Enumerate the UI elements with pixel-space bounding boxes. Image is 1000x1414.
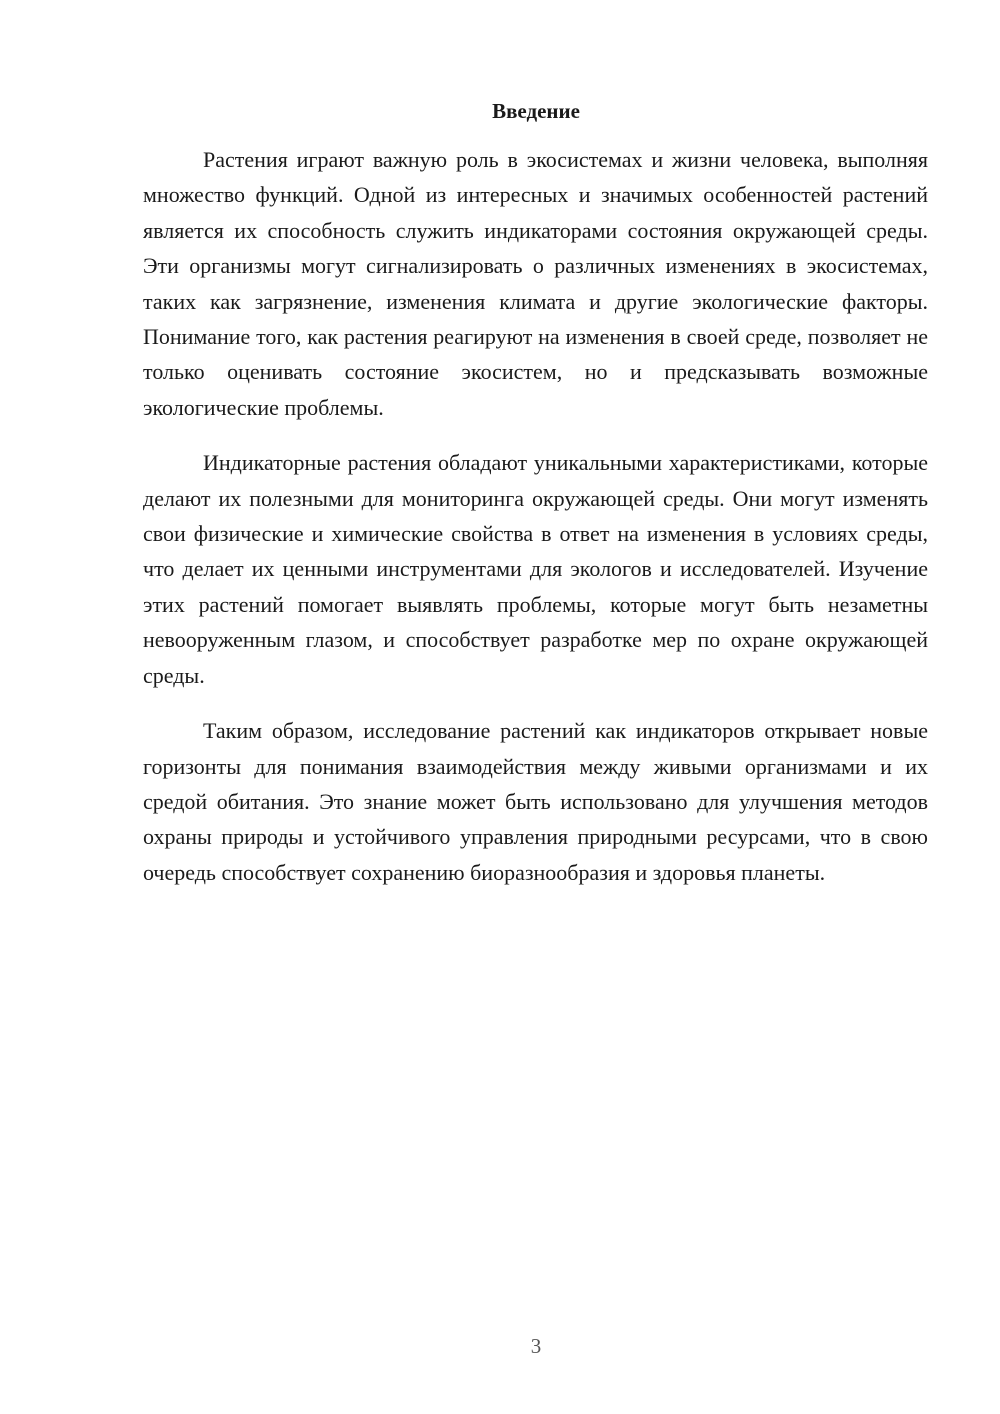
page-number: 3 <box>530 1334 542 1358</box>
paragraph-2: Индикаторные растения обладают уникальными характеристиками, которые делают их полезными для мониторинга окружающей среды. Они могут изменять свои физические и химические свойства в ответ на изменения в условиях среды, что делает их ценными инструментами для экологов и исследователей. Изучение этих растений помогает выявлять проблемы, которые могут быть незаметны невооруженным глазом, и способствует разработке мер по охране окружающей среды. <box>143 450 928 688</box>
section-heading: Введение <box>492 99 580 123</box>
body-text <box>143 142 928 910</box>
paragraph-3: Таким образом, исследование растений как индикаторов открывает новые горизонты для понимания взаимодействия между живыми организмами и их средой обитания. Это знание может быть использовано для улучшения методов охраны природы и устойчивого управления природными ресурсами, что в свою очередь способствует сохранению биоразнообразия и здоровья планеты. <box>143 718 928 885</box>
paragraph-1: Растения играют важную роль в экосистемах и жизни человека, выполняя множество функций. Одной из интересных и значимых особенностей растений является их способность служить индикаторами состояния окружающей среды. Эти организмы могут сигнализировать о различных изменениях в экосистемах, таких как загрязнение, изменения климата и другие экологические факторы. Понимание того, как растения реагируют на изменения в своей среде, позволяет не только оценивать состояние экосистем, но и предсказывать возможные экологические проблемы. <box>143 147 928 420</box>
